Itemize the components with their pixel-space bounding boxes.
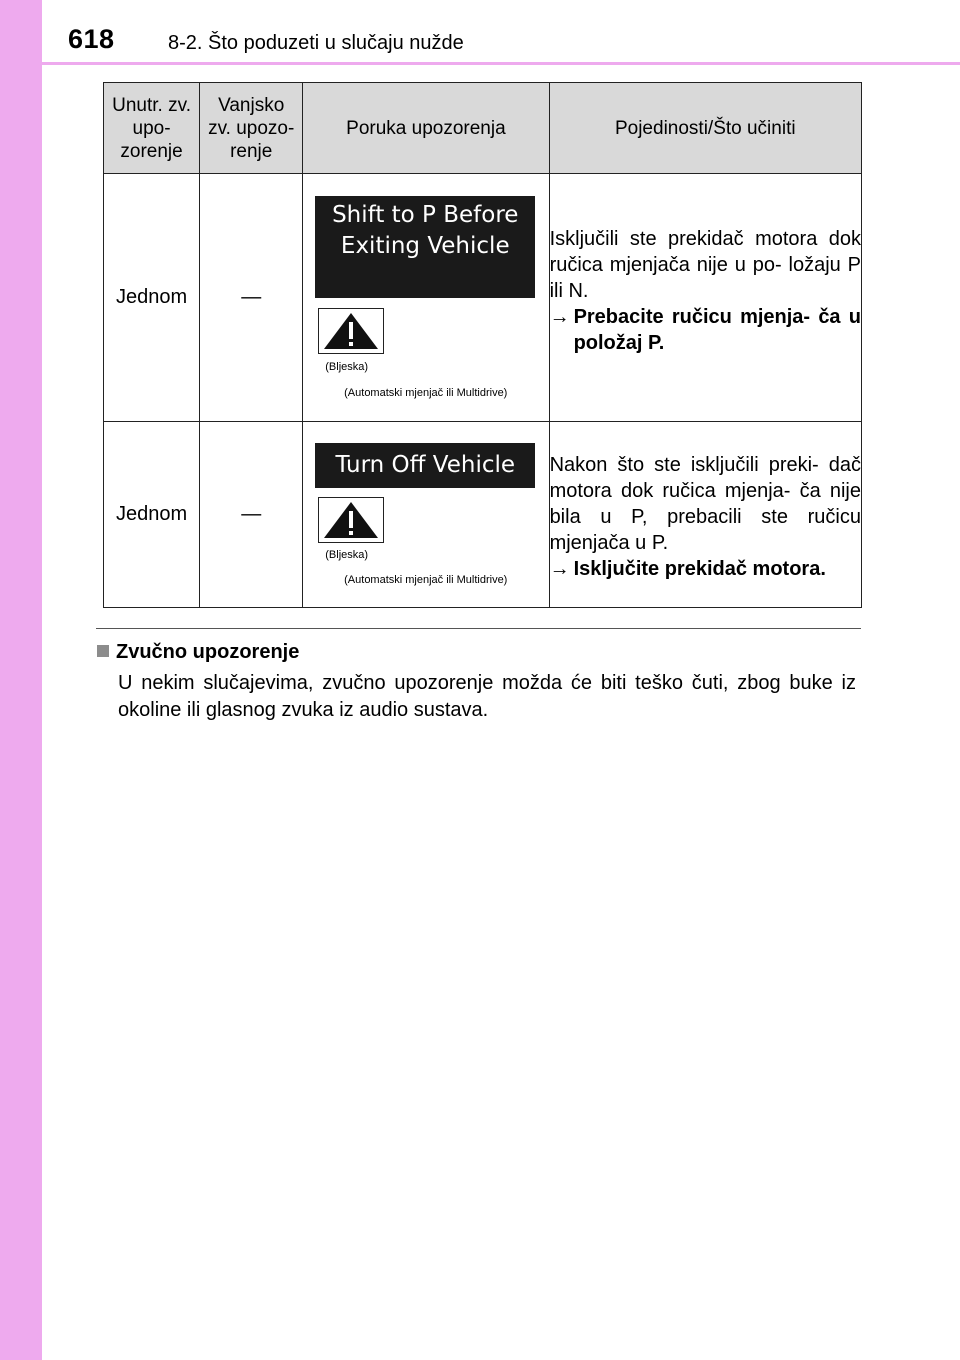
header-warning-message: Poruka upozorenja <box>303 83 549 174</box>
flash-label: (Bljeska) <box>325 549 369 561</box>
section-heading <box>97 641 299 664</box>
action-text <box>550 304 861 356</box>
table-header-row <box>104 83 862 174</box>
header-rule <box>42 62 960 65</box>
header-external-buzzer: Vanjsko zv. upozo- renje <box>200 83 303 174</box>
table-row <box>104 174 862 422</box>
flash-label: (Bljeska) <box>325 361 369 373</box>
action-label: Prebacite ručicu mjenja- ča u položaj P. <box>573 306 861 354</box>
internal-buzzer-count: Jednom <box>104 174 200 422</box>
side-color-strip <box>0 0 42 1360</box>
warning-table <box>103 82 862 608</box>
details-cell <box>549 174 861 422</box>
header-internal-buzzer: Unutr. zv. upo- zorenje <box>104 83 200 174</box>
page-number: 618 <box>68 24 115 54</box>
external-buzzer-value: — <box>200 174 303 422</box>
display-message: Turn Off Vehicle <box>315 443 535 488</box>
section-body-text: U nekim slučajevima, zvučno upozorenje možda će biti teško čuti, zbog buke iz okoline ili glasnog zvuka iz audio sustava. <box>118 672 856 721</box>
detail-text: Nakon što ste isključili preki- dač motora dok ručica mjenja- ča nije bila u P, prebacili ste ručicu mjenjača u P. <box>549 454 861 554</box>
warning-exclamation-icon <box>322 501 380 539</box>
table-row <box>104 422 862 608</box>
chapter-title: 8-2. Što poduzeti u slučaju nužde <box>168 32 464 54</box>
transmission-note: (Automatski mjenjač ili Multidrive) <box>344 387 508 399</box>
section-divider <box>96 628 861 629</box>
external-buzzer-value: — <box>200 422 303 608</box>
section-heading-text: Zvučno upozorenje <box>116 641 300 663</box>
header-details: Pojedinosti/Što učiniti <box>549 83 861 174</box>
warning-message-cell <box>303 422 549 608</box>
warning-light-box <box>318 308 384 354</box>
arrow-right-icon: → <box>549 306 570 328</box>
internal-buzzer-count: Jednom <box>104 422 200 608</box>
square-bullet-icon <box>97 645 109 657</box>
warning-exclamation-icon <box>322 312 380 350</box>
action-text <box>550 556 861 582</box>
warning-message-cell <box>303 174 549 422</box>
details-cell <box>549 422 861 608</box>
arrow-right-icon: → <box>549 558 570 580</box>
warning-light-box <box>318 497 384 543</box>
transmission-note: (Automatski mjenjač ili Multidrive) <box>344 574 508 586</box>
display-message: Shift to P Before Exiting Vehicle <box>315 196 535 298</box>
detail-text: Isključili ste prekidač motora dok ručica mjenjača nije u po- ložaju P ili N. <box>549 228 861 302</box>
action-label: Isključite prekidač motora. <box>573 558 826 580</box>
